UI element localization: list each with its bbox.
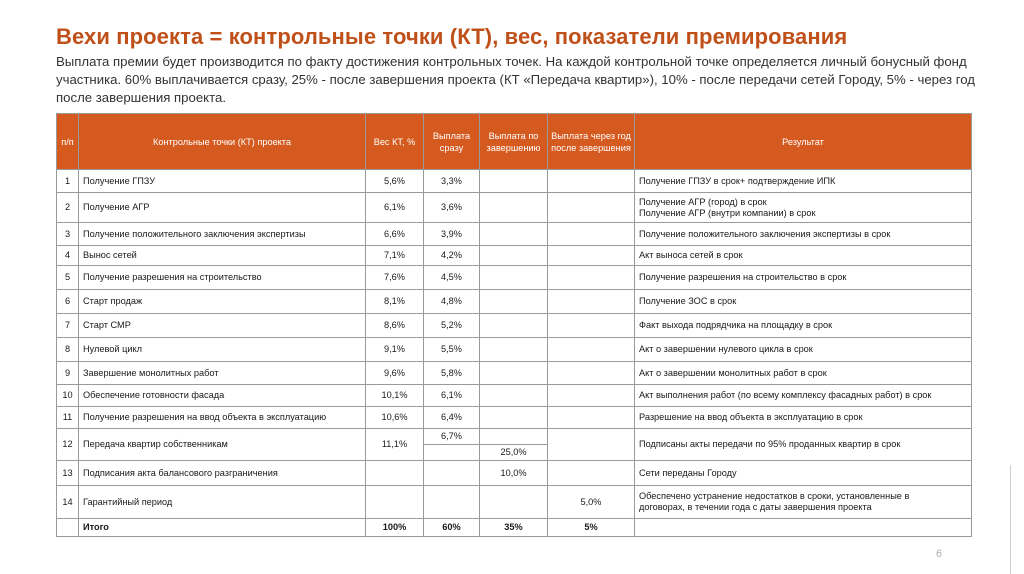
cell-now: 3,9% (424, 223, 480, 246)
cell-kt: Старт СМР (79, 314, 366, 338)
cell-completion (480, 407, 548, 429)
cell-year (548, 314, 635, 338)
cell-kt: Подписания акта балансового разграничения (79, 461, 366, 486)
cell-weight: 7,6% (366, 266, 424, 290)
cell-result (635, 193, 972, 223)
cell-num: 9 (57, 362, 79, 385)
cell-weight (366, 461, 424, 486)
cell-weight: 6,1% (366, 193, 424, 223)
cell-year (548, 338, 635, 362)
slide-border-line (1010, 465, 1011, 574)
cell-completion (480, 486, 548, 519)
header-completion: Выплата по завершению (480, 114, 548, 170)
cell-weight: 6,6% (366, 223, 424, 246)
cell-num: 10 (57, 385, 79, 407)
header-weight: Вес КТ, % (366, 114, 424, 170)
cell-weight: 7,1% (366, 246, 424, 266)
cell-result: Сети переданы Городу (635, 461, 972, 486)
cell-result: Акт о завершении нулевого цикла в срок (635, 338, 972, 362)
cell-now: 6,1% (424, 385, 480, 407)
cell-num: 8 (57, 338, 79, 362)
cell-weight: 9,1% (366, 338, 424, 362)
cell-year (548, 246, 635, 266)
result-line-2: договорах, в течении года с даты завершения проекта (639, 502, 872, 512)
cell-num: 14 (57, 486, 79, 519)
cell-completion (480, 223, 548, 246)
cell-completion (480, 338, 548, 362)
cell-now: 4,2% (424, 246, 480, 266)
cell-kt: Получение положительного заключения экспертизы (79, 223, 366, 246)
table-row (57, 193, 972, 223)
cell-weight: 8,6% (366, 314, 424, 338)
cell-completion-empty (480, 429, 548, 445)
cell-num: 11 (57, 407, 79, 429)
cell-now: 3,6% (424, 193, 480, 223)
table-row (57, 266, 972, 290)
cell-weight: 8,1% (366, 290, 424, 314)
cell-completion (480, 266, 548, 290)
cell-now-empty (424, 445, 480, 461)
cell-kt: Получение АГР (79, 193, 366, 223)
cell-num-empty (57, 519, 79, 537)
cell-completion (480, 290, 548, 314)
cell-year (548, 223, 635, 246)
cell-completion (480, 362, 548, 385)
cell-num: 5 (57, 266, 79, 290)
cell-num: 12 (57, 429, 79, 461)
total-weight: 100% (366, 519, 424, 537)
cell-kt: Получение ГПЗУ (79, 170, 366, 193)
cell-weight: 9,6% (366, 362, 424, 385)
header-result: Результат (635, 114, 972, 170)
cell-weight: 11,1% (366, 429, 424, 461)
total-year: 5% (548, 519, 635, 537)
cell-now: 3,3% (424, 170, 480, 193)
header-num: п/п (57, 114, 79, 170)
cell-result: Получение ГПЗУ в срок+ подтверждение ИПК (635, 170, 972, 193)
cell-num: 4 (57, 246, 79, 266)
cell-weight: 10,6% (366, 407, 424, 429)
cell-kt: Завершение монолитных работ (79, 362, 366, 385)
cell-now: 5,8% (424, 362, 480, 385)
result-line-2: Получение АГР (внутри компании) в срок (639, 207, 816, 218)
cell-now: 5,5% (424, 338, 480, 362)
total-result-empty (635, 519, 972, 537)
table-row (57, 461, 972, 486)
cell-year: 5,0% (548, 486, 635, 519)
table-row (57, 385, 972, 407)
cell-now: 6,7% (424, 429, 480, 445)
cell-completion (480, 314, 548, 338)
result-line-1: Обеспечено устранение недостатков в сроки, установленные в (639, 491, 910, 501)
cell-kt: Получение разрешения на строительство (79, 266, 366, 290)
cell-kt: Старт продаж (79, 290, 366, 314)
cell-result: Получение разрешения на строительство в срок (635, 266, 972, 290)
cell-num: 7 (57, 314, 79, 338)
cell-completion: 10,0% (480, 461, 548, 486)
milestones-table (56, 113, 972, 537)
cell-now (424, 486, 480, 519)
cell-completion (480, 193, 548, 223)
table-header-row (57, 114, 972, 170)
cell-now (424, 461, 480, 486)
total-completion: 35% (480, 519, 548, 537)
cell-result: Подписаны акты передачи по 95% проданных квартир в срок (635, 429, 972, 461)
cell-num: 1 (57, 170, 79, 193)
table-row (57, 314, 972, 338)
cell-weight: 5,6% (366, 170, 424, 193)
table-row (57, 407, 972, 429)
slide-number: 6 (936, 548, 943, 560)
table-row (57, 246, 972, 266)
total-row (57, 519, 972, 537)
table-row (57, 170, 972, 193)
cell-year (548, 266, 635, 290)
cell-year (548, 362, 635, 385)
cell-kt: Передача квартир собственникам (79, 429, 366, 461)
total-label: Итого (79, 519, 366, 537)
cell-year (548, 461, 635, 486)
cell-kt: Гарантийный период (79, 486, 366, 519)
cell-year (548, 385, 635, 407)
cell-result: Получение положительного заключения экспертизы в срок (635, 223, 972, 246)
cell-result: Получение ЗОС в срок (635, 290, 972, 314)
cell-result (635, 486, 972, 519)
cell-year (548, 290, 635, 314)
cell-kt: Обеспечение готовности фасада (79, 385, 366, 407)
cell-result: Факт выхода подрядчика на площадку в срок (635, 314, 972, 338)
table-row (57, 290, 972, 314)
cell-kt: Получение разрешения на ввод объекта в эксплуатацию (79, 407, 366, 429)
cell-now: 6,4% (424, 407, 480, 429)
cell-kt: Нулевой цикл (79, 338, 366, 362)
cell-year (548, 429, 635, 461)
cell-now: 4,8% (424, 290, 480, 314)
table-row (57, 362, 972, 385)
header-kt: Контрольные точки (КТ) проекта (79, 114, 366, 170)
table-row (57, 223, 972, 246)
cell-num: 6 (57, 290, 79, 314)
intro-text: Выплата премии будет производится по факту достижения контрольных точек. На каждой контрольной точке определяется личный бонусный фонд участника. 60% выплачивается сразу, 25% - после завершения проекта (КТ «Передача квартир»), 10% - после передачи сетей Городу, 5% - через год после завершения проекта. (56, 54, 975, 105)
cell-year (548, 407, 635, 429)
cell-num: 3 (57, 223, 79, 246)
cell-weight (366, 486, 424, 519)
cell-result: Акт о завершении монолитных работ в срок (635, 362, 972, 385)
total-now: 60% (424, 519, 480, 537)
slide-title: Вехи проекта = контрольные точки (КТ), вес, показатели премирования (56, 24, 848, 49)
cell-weight: 10,1% (366, 385, 424, 407)
cell-num: 13 (57, 461, 79, 486)
cell-kt: Вынос сетей (79, 246, 366, 266)
table-row (57, 486, 972, 519)
cell-result: Акт выноса сетей в срок (635, 246, 972, 266)
cell-now: 5,2% (424, 314, 480, 338)
cell-completion (480, 246, 548, 266)
cell-num: 2 (57, 193, 79, 223)
header-now: Выплата сразу (424, 114, 480, 170)
cell-year (548, 193, 635, 223)
cell-completion: 25,0% (480, 445, 548, 461)
cell-year (548, 170, 635, 193)
result-line-1: Получение АГР (город) в срок (639, 196, 767, 207)
cell-result: Акт выполнения работ (по всему комплексу фасадных работ) в срок (635, 385, 972, 407)
cell-result: Разрешение на ввод объекта в эксплуатацию в срок (635, 407, 972, 429)
table-row (57, 338, 972, 362)
cell-now: 4,5% (424, 266, 480, 290)
cell-completion (480, 385, 548, 407)
cell-completion (480, 170, 548, 193)
table-row (57, 429, 972, 445)
header-year: Выплата через год после завершения (548, 114, 635, 170)
